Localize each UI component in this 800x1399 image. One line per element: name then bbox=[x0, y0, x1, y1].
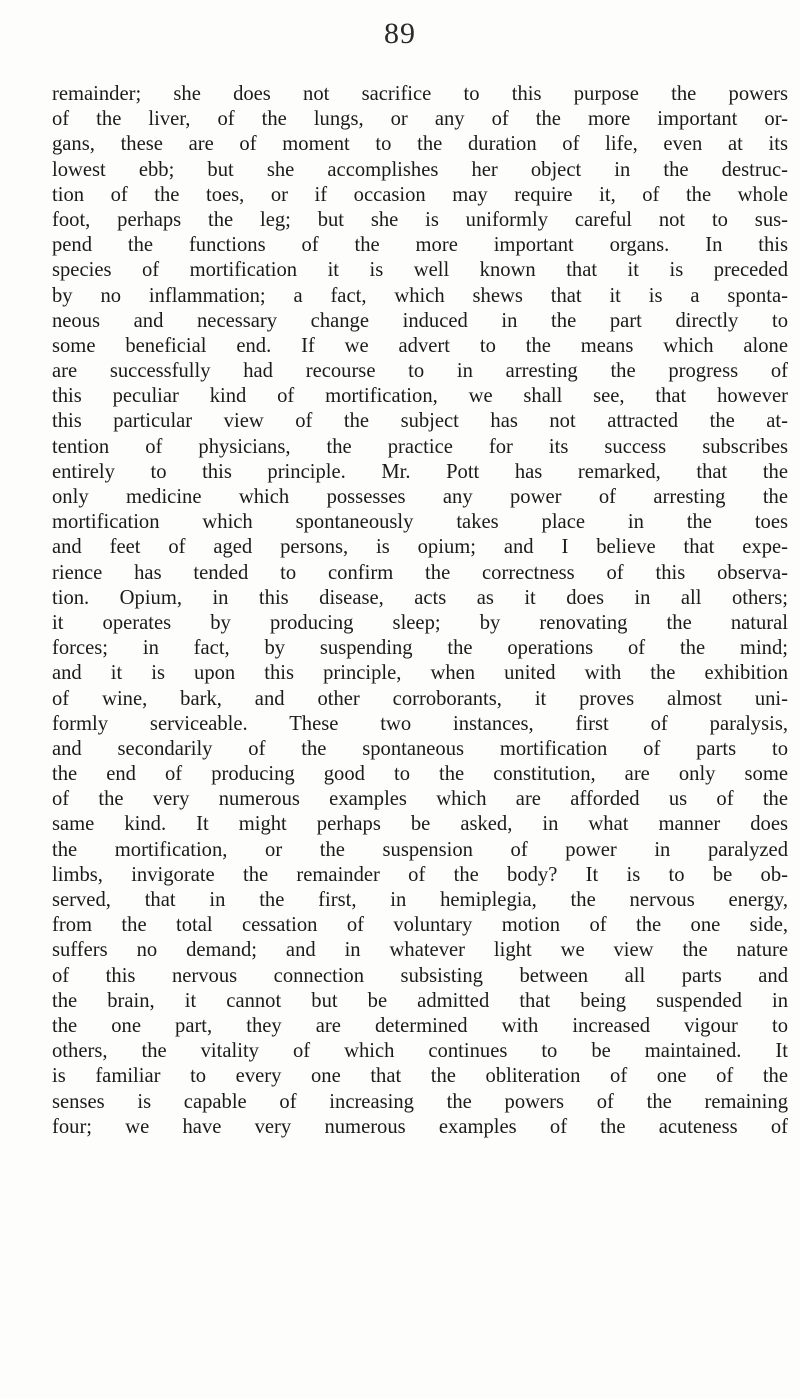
text-line: served, that in the first, in hemiplegia, the nervous energy, bbox=[52, 889, 788, 911]
text-line: the brain, it cannot but be admitted that being suspended in bbox=[52, 989, 788, 1012]
text-line: and it is upon this principle, when united with the exhibition bbox=[52, 662, 788, 685]
text-line: and feet of aged persons, is opium; and I believe that expe- bbox=[52, 536, 788, 559]
text-line: tion of the toes, or if occasion may require it, of the whole bbox=[52, 183, 788, 206]
text-line: the one part, they are determined with increased vigour to bbox=[52, 1014, 788, 1037]
text-line: others, the vitality of which continues to be maintained. It bbox=[52, 1040, 788, 1063]
text-line: and secondarily of the spontaneous mortification of parts to bbox=[52, 737, 788, 760]
text-line: tention of physicians, the practice for its success subscribes bbox=[52, 435, 788, 458]
text-line: only medicine which possesses any power of arresting the bbox=[52, 486, 788, 508]
text-line: from the total cessation of voluntary motion of the one side, bbox=[52, 914, 788, 937]
text-line: same kind. It might perhaps be asked, in what manner does bbox=[52, 813, 788, 836]
text-line: suffers no demand; and in whatever light we view the nature bbox=[52, 939, 788, 962]
text-line: is familiar to every one that the obliteration of one of the bbox=[52, 1065, 788, 1088]
text-line: foot, perhaps the leg; but she is uniformly careful not to sus- bbox=[52, 208, 788, 231]
text-line: pend the functions of the more important organs. In this bbox=[52, 234, 788, 257]
text-line: this particular view of the subject has not attracted the at- bbox=[52, 410, 788, 433]
page-number: 89 bbox=[384, 17, 416, 50]
text-line: species of mortification it is well known that it is preceded bbox=[52, 259, 788, 282]
text-line: forces; in fact, by suspending the operations of the mind; bbox=[52, 637, 788, 660]
text-line: formly serviceable. These two instances, first of paralysis, bbox=[52, 712, 788, 735]
text-line: of the very numerous examples which are afforded us of the bbox=[52, 788, 788, 811]
text-line: lowest ebb; but she accomplishes her object in the destruc- bbox=[52, 158, 788, 181]
text-line: are successfully had recourse to in arresting the progress of bbox=[52, 360, 788, 383]
text-line: rience has tended to confirm the correctness of this observa- bbox=[52, 561, 788, 584]
text-line: of this nervous connection subsisting between all parts and bbox=[52, 964, 788, 987]
text-line: of the liver, of the lungs, or any of the more important or- bbox=[52, 108, 788, 131]
text-line: remainder; she does not sacrifice to this purpose the powers bbox=[52, 83, 788, 105]
text-line: limbs, invigorate the remainder of the body? It is to be ob- bbox=[52, 863, 788, 886]
text-line: the mortification, or the suspension of power in paralyzed bbox=[52, 838, 788, 861]
text-line: the end of producing good to the constitution, are only some bbox=[52, 763, 788, 786]
text-line: gans, these are of moment to the duration of life, even at its bbox=[52, 133, 788, 156]
body-text bbox=[52, 82, 788, 1140]
text-line: it operates by producing sleep; by renovating the natural bbox=[52, 611, 788, 634]
text-line: of wine, bark, and other corroborants, it proves almost uni- bbox=[52, 687, 788, 710]
text-line: senses is capable of increasing the powers of the remaining bbox=[52, 1090, 788, 1113]
text-line: mortification which spontaneously takes place in the toes bbox=[52, 511, 788, 534]
text-line: by no inflammation; a fact, which shews that it is a sponta- bbox=[52, 284, 788, 307]
text-line: neous and necessary change induced in the part directly to bbox=[52, 309, 788, 332]
text-line: four; we have very numerous examples of the acuteness of bbox=[52, 1115, 788, 1138]
text-line: some beneficial end. If we advert to the means which alone bbox=[52, 334, 788, 357]
text-line: this peculiar kind of mortification, we shall see, that however bbox=[52, 385, 788, 408]
text-line: entirely to this principle. Mr. Pott has remarked, that the bbox=[52, 460, 788, 483]
text-line: tion. Opium, in this disease, acts as it does in all others; bbox=[52, 586, 788, 609]
